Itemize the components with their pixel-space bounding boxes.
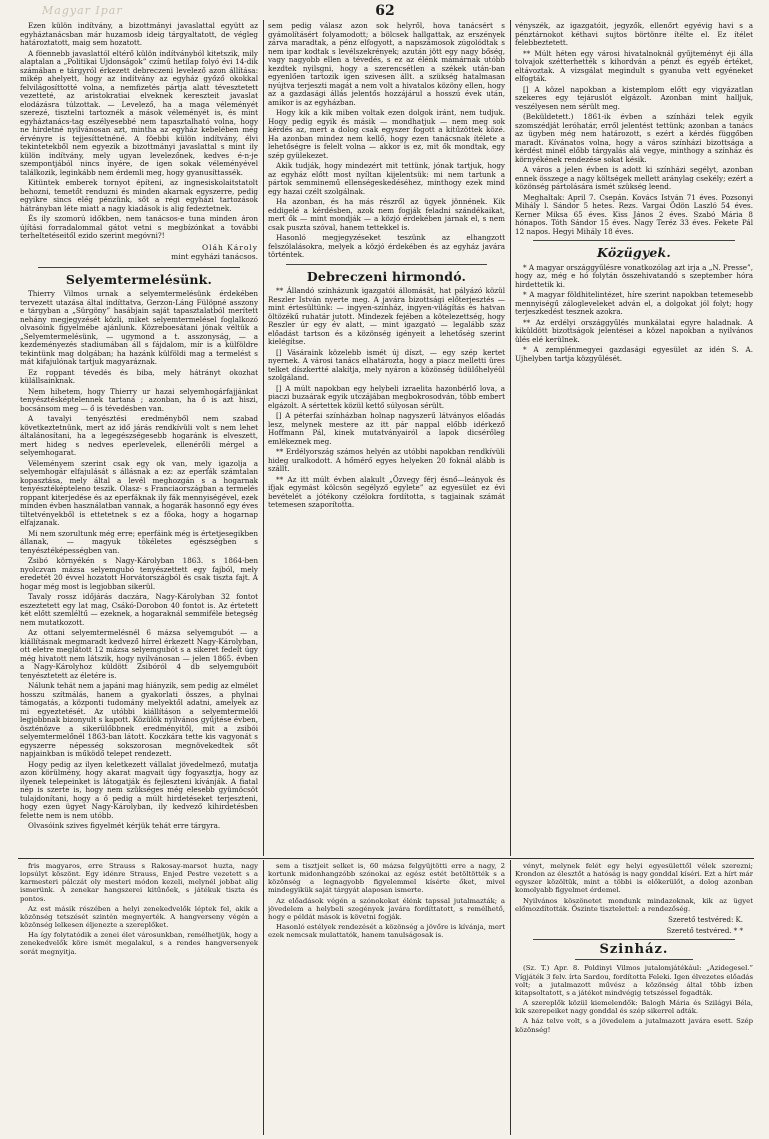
bottom-column-1 bbox=[20, 862, 258, 1134]
news-item: [] A múlt napokban egy helybeli izraelita hazonbérlő lova, a piaczi buzaárak egyik utczájában megbokrosodván, több embert elgázolt. A sértettek közül kettő súlyosan sérült. bbox=[268, 383, 505, 410]
signature-name: Oláh Károly bbox=[201, 242, 258, 252]
col1-body-paragraph: Mi nem szorultunk még erre; eperfáink még is értetjesegikben állanak, — magyuk tökéletes egészségben s tenyésztéképességben van. bbox=[20, 528, 258, 555]
column-rule-2 bbox=[510, 20, 511, 856]
column-rule-4 bbox=[510, 860, 511, 1135]
divider bbox=[575, 959, 693, 960]
col1-body-paragraph: Az ottani selyemtermelésnél 6 mázsa selyemgubót — a kiállításnak megmaradt kedvező hírrel érkezett Nagy-Károlyban, ott eletre meglátott 12 mázsa selyemgubót s a sikeret fedelt úgy még hivatott nem látszik, hogy nyilvánosan — jelen 1865. évben a Nagy-Károlyhoz küldött Zsibóról 4 db selyemgubóit tenyésztetett az életére is. bbox=[20, 628, 258, 680]
section-title-kozugyek: Közügyek. bbox=[597, 245, 671, 260]
col1-body-paragraph: Véleményem szerint csak egy ok van, mely igazolja a selyemhogár elfajulását s állásnak a ez: az eperfák számtalan kopasztása, mely által a levél meghozgán s a hogarnak tenyésztéképteleno teszik. Olasz- s Franciaországban a termelés roppant kiterjedése és az eperfáknak ily fák mennyiségével, ezek minden évben használatban vannak, a hogarák hasonnő egy éves tiltetvényekből is ettetetnek s ez a főoka, hogy a hogarnap elfajzanak. bbox=[20, 458, 258, 527]
bottom-column-2 bbox=[268, 862, 505, 1134]
bottom-paragraph: sem a tisztjeit selket is, 60 mázsa felgyüjtötti erre a nagy, 2 kortunk midonhangzóbb szónokai az egész estét betöltötték s a közönség a legnagyobb figyelemmel kísérte őket, mivel mindegyikük saját tárgyát alaposan ismerte. bbox=[268, 862, 505, 895]
col1-body-paragraph: Ez roppant tévedés és biba, mely hátrányt okozhat külállsainknak. bbox=[20, 367, 258, 385]
masthead bbox=[0, 0, 769, 22]
kozugyek-item: ** Az erdélyi országgyűlés munkálatai egyre haladnak. A kiküldött bizottságok jelentései a közel napokban a nyilvános ülés elé kerülnek. bbox=[515, 317, 753, 344]
signature-role: mint egyházi tanácsos. bbox=[171, 251, 258, 261]
bottom-paragraph: vényt, melynek felét egy helyi egyesülettől vélek szerezni; Krondon az élesztőt a hatóság is nagy gonddal kíséri. Ezt a hírt már egyszer közöltük, mint a többi is előkerülőt, a dolog azonban komolyabb figyelmet érdemel. bbox=[515, 862, 753, 895]
news-item: ** Az itt múlt évben alakult „Özvegy férj ésnő—leányok és ifjak egymást kölcsön segélyző egylete” az egyesület ez évi bevételét a jótékony czélokra fordította, s tagjainak számát tetemesen szaporította. bbox=[268, 474, 505, 509]
column-2 bbox=[268, 22, 505, 856]
col2-paragraph: Ha azonban, és ha más részről az ügyek jönnének. Kik eddigelé a kérdésben, azok nem fogják feladni szándékaikat, mert ők — mint mondják — a közjó érdekében járnak el, s nem csak puszta szóval, hanem tettekkel is. bbox=[268, 197, 505, 232]
col1-paragraph: Ezen külön indítvány, a bizottmányi javaslattal együtt az egyháztanácsban már huzamosb ideig tárgyaltatott, de végleg határoztatott, maig sem hozatott. bbox=[20, 22, 258, 47]
col1-paragraph: És ily szomorú időkben, nem tanácsos-e tuna minden áron újítási forradalommal gátot vetni s megbízónkat a további terheltetéseitől ezido szerint megóvni?! bbox=[20, 214, 258, 240]
section-title-szinhaz: Szinház. bbox=[599, 942, 669, 958]
col1-signature bbox=[20, 243, 258, 261]
column-1 bbox=[20, 22, 258, 856]
col3-paragraph: A város a jelen évben is adott ki színházi segélyt, azonban ennek összege a nagy költségek mellett aránylag csekély; ezért a közönség pártolására ismét szükség leend. bbox=[515, 165, 753, 191]
szinhaz-paragraph: A ház telve volt, s a jövedelem a jutalmazott javára esett. Szép közönség! bbox=[515, 1017, 753, 1034]
col2-paragraph: Akik tudják, hogy mindezért mit tettünk, jónak tartjuk, hogy az egyház előtt most nyíltan kijelentsük: mi nem tartunk a pártok semminemű ellenségeskedéséhez, minthogy ezek mind egy hazai czélt szolgálnak. bbox=[268, 161, 505, 196]
col1-paragraph: A föennebb javaslattól eltérő külön indítványból kitetszik, mily alaptalan a „Politikai Ujdonságok” czímű hetilap folyó évi 14-dik számában e tárgyról érkezett debreczeni levelező azon állítása: mikép ahelyett, hogy az indítvány az egyház győző okokkal felvilágosíttotté volna, a nemfizetés pártja alatt tévesztetett vezetteté, az aristokratiai elveknek kereszteit javaslat elodázásra túlzottak. — Levelező, ha a maga véleményét szerezé, tisztelni tartoznék a mások véleményét is, és mint egyháztanács-tag eszélyesebbé nem tapasztalható volna, hogy ne hírdetné nyilvánosan azt, mintha az egyház kebelében még érvényre is tejjesíttetnéné. A föebbi külön indítvány, élvi tekintetekből nem egyezik a bizottmányi javaslattal s mint ily külön indítvány, mely ugyan levelezőnek, kedves é-n-je szempontjából nincs ínyére, de igen sokak véleményével találkozik, leginkább nem érdemli meg, hogy gyanusíttassék. bbox=[20, 48, 258, 177]
col1-body-paragraph: Tavaly rossz időjárás daczára, Nagy-Károlyban 32 fontot eszeztetett egy lat mag, Csákó-Dorobon 40 fontot is. Az értetett két előtt szemléltű — ezeknek, a hogaraknál semmiféle betegség nem mutatkozott. bbox=[20, 592, 258, 627]
bottom-paragraph: Az est másik részében a helyi zenekedvelők léptek fel, akik a közönség tetszését szintén megnyerték. A hangverseny végén a közönség lelkesen éljenezte a szereplőket. bbox=[20, 904, 258, 930]
bottom-paragraph: Ha így folytatódik a zenei élet városunkban, remélhetjük, hogy a zenekedvelők köre ismét megalakul, s a rendes hangversenyek sorát megnyitja. bbox=[20, 931, 258, 956]
col2-paragraph: sem pedig válasz azon sok helyről, hova tanácsért s gyámolításért folyamodott; a bölcsek hallgattak, az erszények zárva maradtak, a pénz elfogyott, a napszámosok zúgolódtak s nem ipar kodtak s levélszekrények; azután jött egy nagy bőség, vagy nagyobb ellen a tévedés, s ez az élénk mámárnak utóbb kezdtek nyilsgni, hogy a szerencsétlen a székek után-ban egyenlően tartozik igen szivesen állt. a szükség hatalmasan nyújtva terjeszti magát a nem volt a hivatalos közöny ellen, hogy az a gazdasági állás jelentős hozzájárul a hosszú évek után, amikor is az egyházban. bbox=[268, 22, 505, 107]
bottom-column-3 bbox=[515, 862, 753, 1134]
col3-paragraph: [] A közel napokban a kistemplom előtt egy vigyázatlan szekeres egy tejáruslót elgázolt. Azonban mint halljuk, veszélyesen nem sérült meg. bbox=[515, 84, 753, 111]
news-item: ** Erdélyország számos helyén az utóbbi napokban rendkívüli hideg uralkodott. A hőmérő egyes helyeken 20 foknál alább is szállt. bbox=[268, 447, 505, 473]
szinhaz-paragraph: (Sz. T.) Apr. 8. Poldinyi Vilmos jutalomjátékául: „Azidegesel.” Vígjáték 3 felv. írta Sardou, fordította Feleki. Igen élvezetes előadás volt; a jutalmazott művész a közönség által több ízben kitapsoltatott, s a játékot mindvégig tetszéssel fogadták. bbox=[515, 964, 753, 997]
news-item: ** Állandó színházunk igazgatói állomását, hat pályázó közül Reszler István nyerte meg. A javára bizottsági előterjesztés — mint értesültünk: — ingyen-színház, ingyen-világítás és hatvan öltözékű ruhatár jutott. Mindezek fejében a kötelezettség, hogy Reszler úr egy év alatt, — mint igazgató — legalább száz előadást tartson és a közönség igényeit a lehetőség szerint kielégítse. bbox=[268, 286, 505, 346]
bottom-paragraph: fris magyaros, erre Strauss s Rakosay-marsot huzta, nagy lopsúlyt köszönt. Egy idénre Strauss, Enjed Pestre vezetett s a karmesteri pálczát oly mesteri módon kezeli, melynél jobbat alig ismerünk. A zenekar hangszerei kitűnőek, s játékuk tiszta és pontos. bbox=[20, 862, 258, 903]
col1-body-paragraph: Nálunk tehát nem a japáni mag hiányzik, sem pedig az elmélet hosszu szítmálás, hanem a gyakorlati összes, a phylnai támogatás, a központi tudomány melyektől adatni, amelyek az mi egyeztetését. Az utóbbi kiállításon a selyemtermelői legjobbnak bizonyult s kapott. Közülök nyilvános gyűjtése évben, öszténözve a sikerülőbbnek eredményitől, mit a zsibói selyemtermelőnél 1863-ban látott. Koczkára tette kis vagyonát s egyszerre népesség sokszorosan megnövekedtek sőt napjainkban is működő telepet rendezett. bbox=[20, 681, 258, 758]
column-rule-3 bbox=[263, 860, 264, 1135]
page-number: 62 bbox=[375, 3, 395, 19]
szinhaz-paragraph: A szereplők közül kiemelendők: Balogh Mária és Szilágyi Béla, kik szerepeiket nagy gonddal és szép sikerrel adták. bbox=[515, 999, 753, 1016]
news-item: [] Vásáraink közelebb ismét új díszt, — egy szép kertet nyernek. A városi tanács elhatározta, hogy a piacz melletti üres telket díszkertté alakítja, mely nyáron a közönség üdülőhelyéül szolgáland. bbox=[268, 347, 505, 382]
col2-paragraph: Hasonló megjegyzéseket teszünk az elhangzott felszólalásokra, melyek a közjó érdekében és az egyház javára történtek. bbox=[268, 233, 505, 259]
column-rule-1 bbox=[263, 20, 264, 856]
col3-paragraph: vényszék, az igazgatóit, jegyzők, ellenőrt egyévig havi s a pénztárnokot kéthavi sujtos börtönre ítélte el. Ez ítélet felebbeztetett. bbox=[515, 22, 753, 47]
news-item: [] A péterfai színházban holnap nagyszerű látványos előadás lesz, melynek mestere az itt pár nappal előbb idérkező Hoffmann Pál, kinek mutatványairól a lapok dicsérőleg emlékeznek meg. bbox=[268, 411, 505, 446]
horizontal-rule-bottom bbox=[18, 858, 754, 859]
faded-header-title: Magyar Ipar bbox=[42, 4, 123, 17]
kozugyek-item: * A magyar földhitelintézet, híre szerint napokban tetemesebb mennyiségű zálogleveleket adván el, a dolgokat jól folyt; hogy terjeszkedést tesznek azokra. bbox=[515, 290, 753, 316]
divider bbox=[533, 240, 735, 241]
bottom-paragraph: Nyilvános köszönetet mondunk mindazoknak, kik az ügyet előmozdították. Őszinte tisztelettel: a rendezőség. bbox=[515, 896, 753, 913]
divider bbox=[286, 264, 487, 265]
section-title-debreczeni-hirmondo: Debreczeni hirmondó. bbox=[306, 268, 467, 284]
kozugyek-item: * A magyar országgyűlésre vonatkozólag azt irja a „N. Presse”, hogy az, még e hó folytán összehivatandó s szeptember hóra hirdettetik ki. bbox=[515, 262, 753, 289]
col3-paragraph: ** Múlt héten egy városi hivatalnoknál gyűjteményt éji álla tolvajok szétterhették s kihordván a pénzt és egyéb értéket, eltávoztak. A vizsgálat megindult s gyanuba vett egyéneket elfogták. bbox=[515, 48, 753, 83]
col3-paragraph: (Beküldetett.) 1861-ik évben a színházi telek egyik szomszédját leróhatár, erről jelentést tettünk; azonban a tanács az ügyben még nem határozott, s ezért a kérdés függőben maradt. Kívánatos volna, hogy a város színházi bizottsága a kérdést minél előbb tárgyalás alá vegye, minthogy a színház és környékének rendezése sokat késik. bbox=[515, 112, 753, 164]
col1-paragraph: Kitüntek emberek tornyot építeni, az ingnesiskolaitstatolt behozni, temetőt renduzni és minden akarnak egyszerre, pedig egyikre sincs elég pénzünk, sőt a régi egyházi tartozások hátrányban léte miatt a nagy kiadások is alig fedeztetnek. bbox=[20, 178, 258, 213]
col1-body-paragraph: Hogy pedig az ilyen keletkezett vállalat jövedelmező, mutatja azon körülmény, hogy akarat magvait úgy fogyasztja, hogy az ilyenek telepeinket is látogatják és fejleszteni kívánják. A fiatal nép is szerte is, hogy nem szükséges még elesebb gyümöcsöt tulajdonítani, hogy a ő pedig a múlt hirdetéseket terjeszteni, hogy ezen ügyet Nagy-Károlyban, ily kedvező kihirdetésben felette nem is nem utóbb. bbox=[20, 759, 258, 820]
closing-signature: Szerető testvéred. * * bbox=[666, 927, 743, 936]
col1-body-paragraph: Thierry Vilmos urnak a selyemtermelésünk érdekében tervezett utazása által indíttatva, Gerzon-Láng Fülöpné asszony e tárgyban a „Sürgöny” hasábjain saját tapasztalatból merített nehány megjegyzését közli, miket selyemtermelésel foglalkozó olvasóink figyelmébe ajánlunk. Közreboesátani jónak véltük a „Selyemtermelésünk, — ugymond a t. asszonyság, — a kezdeményezés stadiumában áll s fájdalom, mír is a külföldre tekintünk mag dolgában; ha hazánk külföldi mag a termelést s mát kifajulónak tartjuk magyaráznak. bbox=[20, 289, 258, 366]
section-title-selyemtermeles: Selyemtermelésünk. bbox=[65, 271, 213, 287]
col1-body-paragraph: Olvasóink szives figyelmét kérjük tehát erre tárgyra. bbox=[28, 821, 221, 830]
letter-signature: Szerető testvéred: K. bbox=[668, 915, 743, 924]
bottom-paragraph: Az előadások végén a szónokokat élénk tapssal jutalmazták; a jövedelem a helybeli szegények javára fordíttatott, s remélhető, hogy e példát mások is követni fogják. bbox=[268, 896, 505, 921]
kozugyek-item: * A zemplénmegyei gazdasági egyesület az idén S. A. Ujhelyben tartja közgyűlését. bbox=[515, 345, 753, 363]
col2-paragraph: Hogy kik a kik miben voltak ezen dolgok iránt, nem tudjuk. Hogy pedig egyik és másik — mondhatjuk — nem meg sok kérdés az, mert a dolog csak egyszer fogott a kitűzöttek közé. Ha azonban mindez nem kellő, hogy ezen tanácsnak ítélete a lehetőségre is felelt volna — akkor is ez, mit ők mondtak, egy szép gyülekezet. bbox=[268, 108, 505, 160]
bottom-paragraph: Hasonló estélyek rendezését a közönség a jövőre is kívánja, mert ezek nemcsak mulattatók, hanem tanulságosak is. bbox=[268, 923, 505, 940]
col1-body-paragraph: Nem hihetem, hogy Thierry ur hazai selyemhogárfajjánkat tenyésztésképtelennek tartaná ; azonban, ha ő is azt hiszi, bocsánsom meg — ő is tévedésben van. bbox=[20, 386, 258, 413]
col1-body-paragraph: Zsibó környékén s Nagy-Károlyban 1863. s 1864-ben nyolczvan mázsa selyemgubó tenyészettett egy fajból, mely eredetét 20 évvel hozatott Horvátországból és csak tiszta fajt. A hogar még most is legjobban sikerül. bbox=[20, 556, 258, 591]
divider bbox=[533, 939, 735, 940]
col1-body-paragraph: A tavalyi tenyésztési eredményből nem szabad következtetnünk, mert az idő járás rendkívüli volt s nem lehet általánosítani, ha a legegészségesebb hogaránk is elveszett, mert hideg s nedves eperlevelek, ellenérőli mérgel a selyemhogarat. bbox=[20, 414, 258, 457]
column-3 bbox=[515, 22, 753, 856]
divider bbox=[38, 267, 240, 268]
col3-paragraph: Meghaltak: April 7. Csepán. Kovács István 71 éves. Pozsonyi Mihály l. Sándor 5 hetes. Rezs. Vargai Ödön Laszló 54 éves. Kerner Miksa 65 éves. Kiss János 2 éves. Szabó Mária 8 hónapos. Tóth Sándor 15 éves. Nagy Teréz 33 éves. Fekete Pál 12 napos. Hegyi Mihály 18 éves. bbox=[515, 192, 753, 236]
